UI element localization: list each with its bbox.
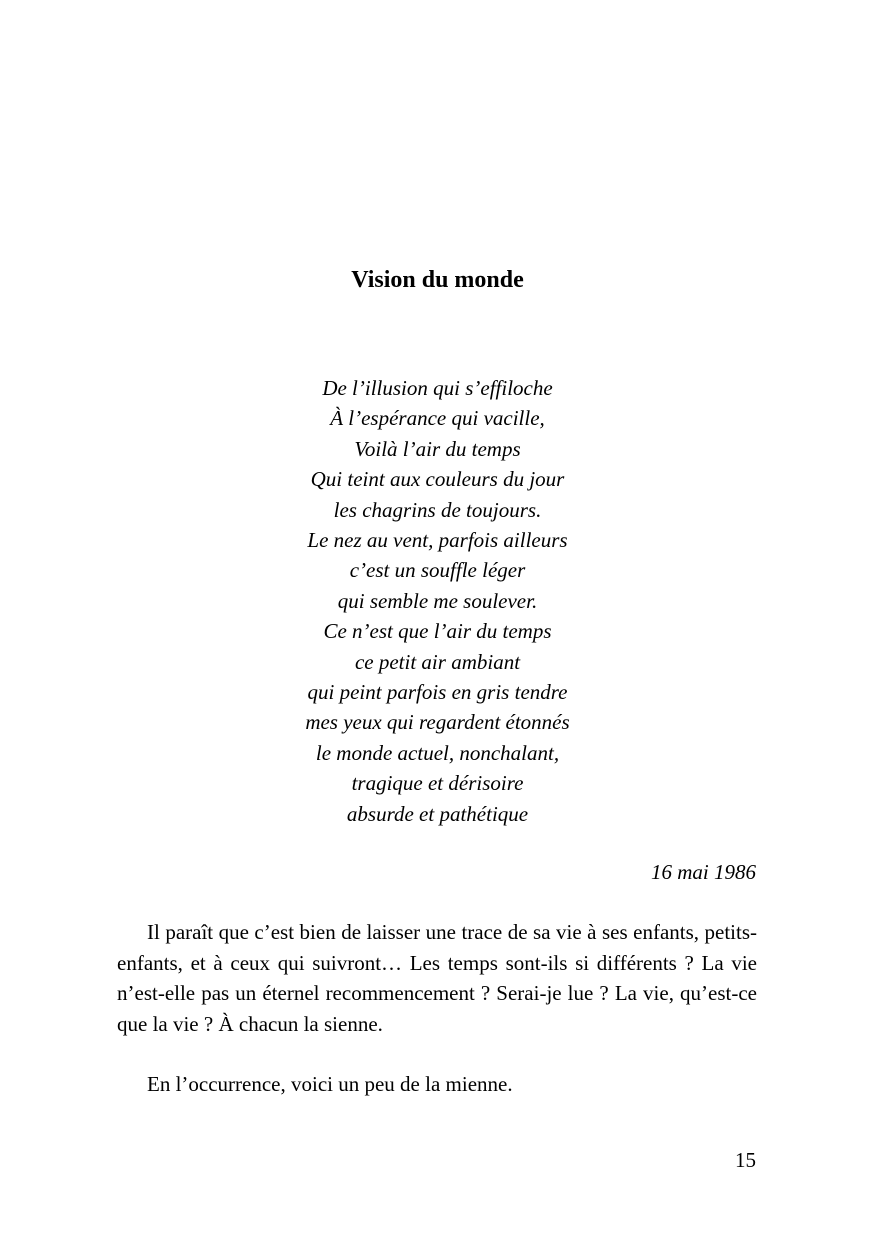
poem-line: ce petit air ambiant bbox=[354, 649, 521, 674]
paragraph: Il paraît que c’est bien de laisser une trace de sa vie à ses enfants, petits-enfants, et à ceux qui suivront… Les temps sont-ils si différents ? La vie n’est-elle pas un éternel recommencement ? Serai-je lue ? La vie, qu’est-ce que la vie ? À chacun la sienne. bbox=[117, 920, 757, 1036]
poem-line: Voilà l’air du temps bbox=[354, 436, 521, 461]
poem-line: c’est un souffle léger bbox=[349, 558, 526, 583]
poem-date: 16 mai 1986 bbox=[651, 860, 756, 884]
poem-line: Qui teint aux couleurs du jour bbox=[310, 467, 565, 492]
poem-line: les chagrins de toujours. bbox=[333, 497, 542, 522]
page-number: 15 bbox=[735, 1148, 756, 1172]
poem-line: Le nez au vent, parfois ailleurs bbox=[307, 528, 568, 553]
poem-title: Vision du monde bbox=[351, 267, 524, 294]
prose-body bbox=[117, 917, 757, 1100]
poem-line: À l’espérance qui vacille, bbox=[330, 406, 545, 431]
poem-line: Ce n’est que l’air du temps bbox=[323, 619, 552, 644]
poem-line: De l’illusion qui s’effiloche bbox=[322, 376, 553, 400]
poem-line: qui semble me soulever. bbox=[337, 588, 538, 613]
poem-line: mes yeux qui regardent étonnés bbox=[305, 710, 570, 735]
poem-line: tragique et dérisoire bbox=[351, 771, 524, 796]
poem-line: qui peint parfois en gris tendre bbox=[307, 680, 568, 705]
paragraph: En l’occurrence, voici un peu de la mienne. bbox=[147, 1072, 513, 1096]
poem-line: absurde et pathétique bbox=[346, 801, 529, 826]
poem bbox=[0, 373, 875, 829]
poem-line: le monde actuel, nonchalant, bbox=[315, 740, 560, 765]
